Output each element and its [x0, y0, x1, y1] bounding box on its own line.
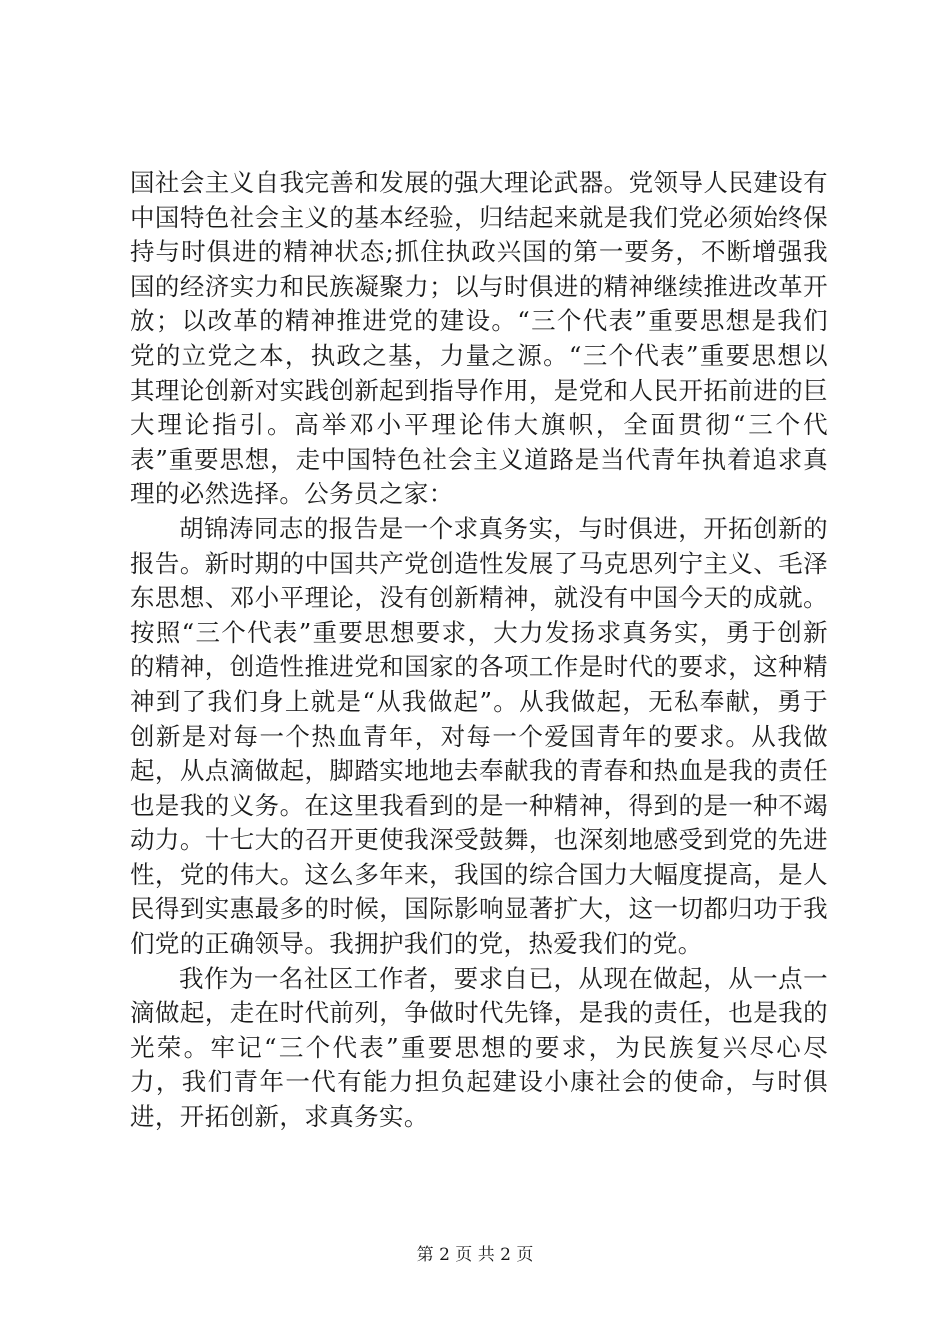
paragraph-report-review: 胡锦涛同志的报告是一个求真务实，与时俱进，开拓创新的报告。新时期的中国共产党创造性发展了马克思列宁主义、毛泽东思想、邓小平理论，没有创新精神，就没有中国今天的成就。按照“三个代表”重要思想要求，大力发扬求真务实，勇于创新的精神，创造性推进党和国家的各项工作是时代的要求，这种精神到了我们身上就是“从我做起”。从我做起，无私奉献，勇于创新是对每一个热血青年，对每一个爱国青年的要求。从我做起，从点滴做起，脚踏实地地去奉献我的青春和热血是我的责任也是我的义务。在这里我看到的是一种精神，得到的是一种不竭动力。十七大的召开更使我深受鼓舞，也深刻地感受到党的先进性，党的伟大。这么多年来，我国的综合国力大幅度提高，是人民得到实惠最多的时候，国际影响显著扩大，这一切都归功于我们党的正确领导。我拥护我们的党，热爱我们的党。 — [130, 513, 828, 959]
paragraph-personal-pledge: 我作为一名社区工作者，要求自已，从现在做起，从一点一滴做起，走在时代前列，争做时代先锋，是我的责任，也是我的光荣。牢记“三个代表”重要思想的要求，为民族复兴尽心尽力，我们青年一代有能力担负起建设小康社会的使命，与时俱进，开拓创新，求真务实。 — [130, 963, 828, 1132]
document-body — [130, 166, 828, 1135]
paragraph-continued: 国社会主义自我完善和发展的强大理论武器。党领导人民建设有中国特色社会主义的基本经验，归结起来就是我们党必须始终保持与时俱进的精神状态;抓住执政兴国的第一要务，不断增强我国的经济实力和民族凝聚力；以与时俱进的精神继续推进改革开放；以改革的精神推进党的建设。“三个代表”重要思想是我们党的立党之本，执政之基，力量之源。“三个代表”重要思想以其理论创新对实践创新起到指导作用，是党和人民开拓前进的巨大理论指引。高举邓小平理论伟大旗帜，全面贯彻“三个代表”重要思想，走中国特色社会主义道路是当代青年执着追求真理的必然选择。公务员之家： — [130, 168, 828, 509]
page-number-footer: 第 2 页 共 2 页 — [416, 1245, 534, 1265]
